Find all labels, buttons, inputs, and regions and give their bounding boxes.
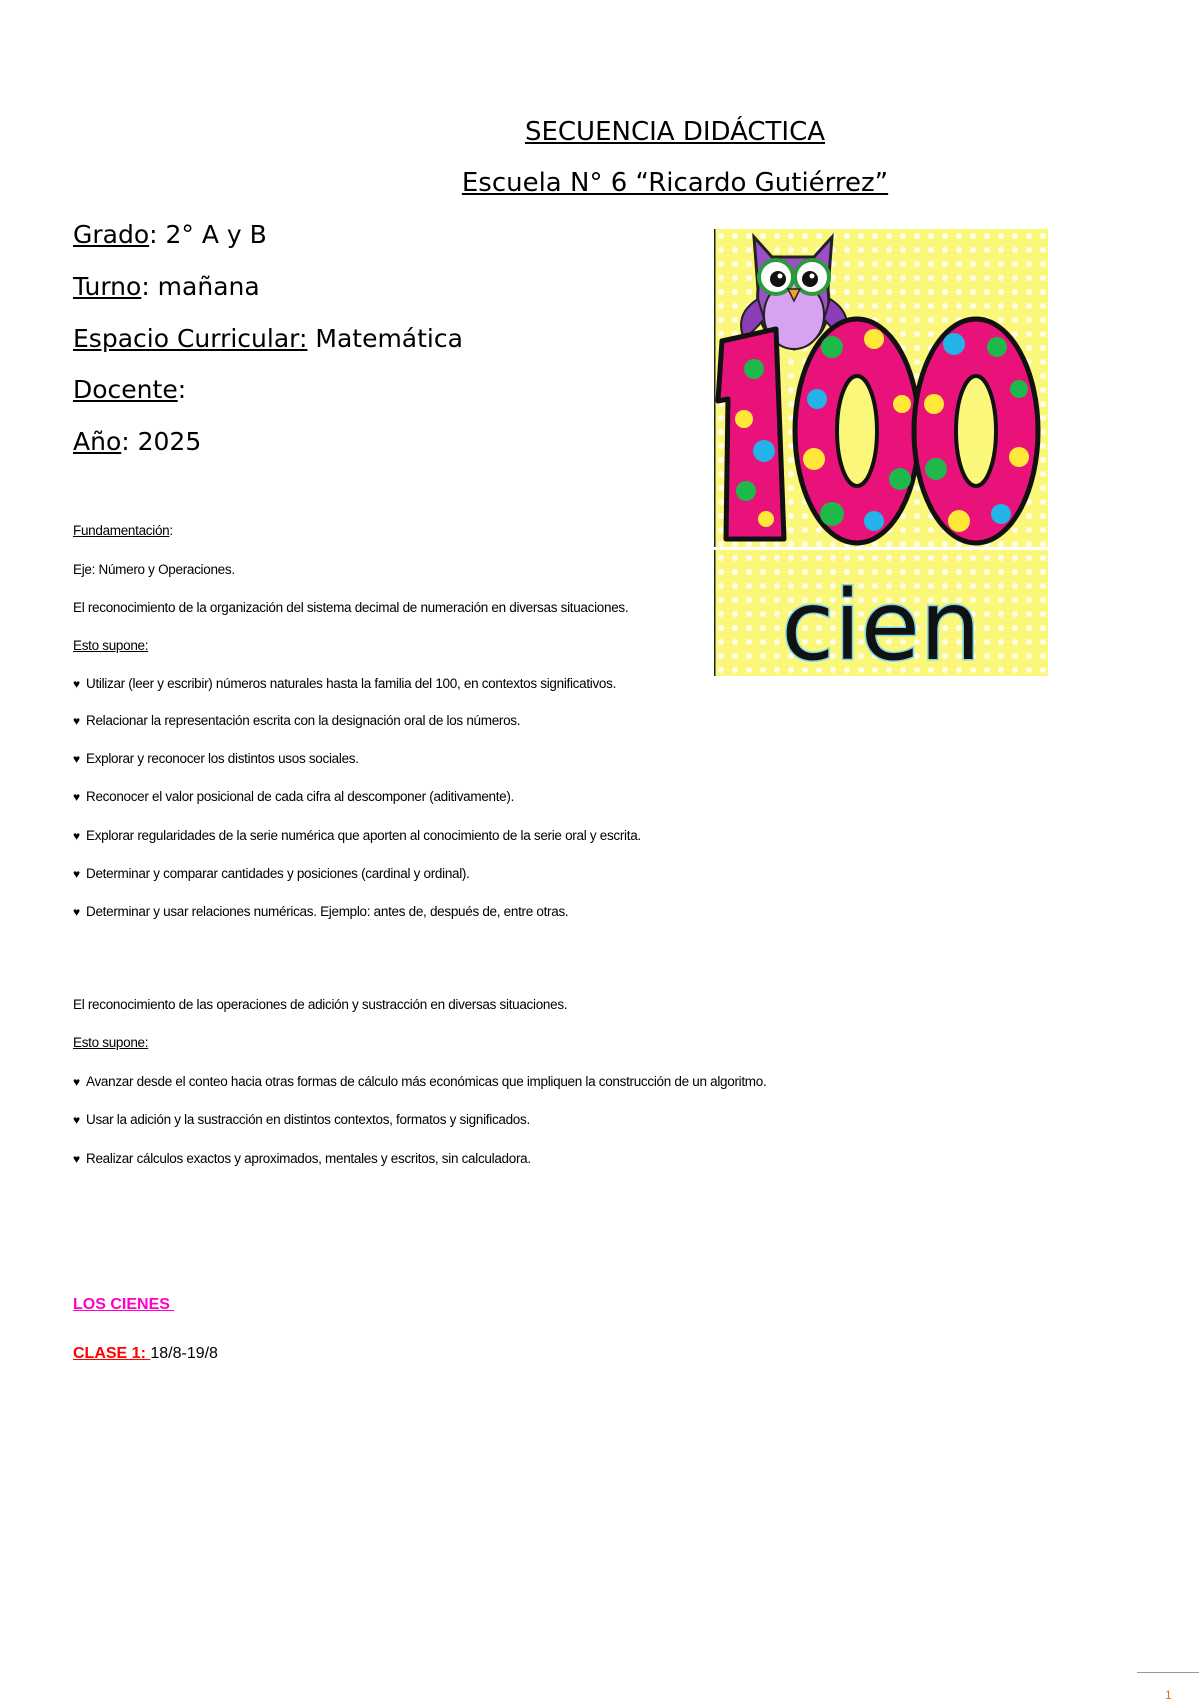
info-label: Grado <box>73 220 150 249</box>
heart-bullet-icon: ♥ <box>73 1152 80 1166</box>
digit-one-icon <box>718 329 784 539</box>
list-item-text: Determinar y usar relaciones numéricas. Ejemplo: antes de, después de, entre otras. <box>86 904 569 919</box>
list-item <box>73 828 641 843</box>
list-item-text: Utilizar (leer y escribir) números naturales hasta la familia del 100, en contextos significativos. <box>86 676 617 691</box>
list-item <box>73 676 616 691</box>
list-item <box>73 1112 530 1127</box>
page-number: 1 <box>1165 1688 1172 1702</box>
fundamentacion-colon: : <box>169 523 173 538</box>
list-item-text: Reconocer el valor posicional de cada cifra al descomponer (aditivamente). <box>86 789 515 804</box>
eje-line: Eje: Número y Operaciones. <box>73 562 235 577</box>
list-item-text: Explorar regularidades de la serie numérica que aporten al conocimiento de la serie oral y escrita. <box>86 828 641 843</box>
block2-supone: Esto supone: <box>73 1035 149 1050</box>
info-value: : mañana <box>141 272 260 301</box>
section-title: LOS CIENES <box>73 1296 175 1313</box>
info-espacio-curricular <box>73 324 463 353</box>
list-item <box>73 866 470 881</box>
list-item <box>73 904 568 919</box>
info-value: : 2025 <box>121 427 202 456</box>
clase-line <box>73 1345 218 1363</box>
fundamentacion-heading <box>73 523 173 538</box>
list-item <box>73 751 359 766</box>
heart-bullet-icon: ♥ <box>73 1113 80 1127</box>
heart-bullet-icon: ♥ <box>73 714 80 728</box>
heart-bullet-icon: ♥ <box>73 677 80 691</box>
digit-zero-icon <box>795 319 919 543</box>
info-label: Docente <box>73 375 178 404</box>
list-item <box>73 713 520 728</box>
block1-intro: El reconocimiento de la organización del sistema decimal de numeración en diversas situaciones. <box>73 600 629 615</box>
document-title: SECUENCIA DIDÁCTICA <box>524 117 826 147</box>
info-value: Matemática <box>307 324 463 353</box>
list-item <box>73 1151 531 1166</box>
school-name: Escuela N° 6 “Ricardo Gutiérrez” <box>461 168 889 198</box>
list-item-text: Realizar cálculos exactos y aproximados, mentales y escritos, sin calculadora. <box>86 1151 531 1166</box>
list-item-text: Explorar y reconocer los distintos usos sociales. <box>86 751 359 766</box>
list-item-text: Usar la adición y la sustracción en distintos contextos, formatos y significados. <box>86 1112 530 1127</box>
list-item-text: Relacionar la representación escrita con la designación oral de los números. <box>86 713 521 728</box>
page-divider <box>1137 1672 1199 1673</box>
info-docente <box>73 375 186 404</box>
info-turno <box>73 272 260 301</box>
info-grado <box>73 220 267 249</box>
block1-supone: Esto supone: <box>73 638 149 653</box>
clase-label: CLASE 1: <box>73 1345 151 1362</box>
info-label: Año <box>73 427 122 456</box>
clase-dates: 18/8-19/8 <box>150 1345 218 1362</box>
fundamentacion-label: Fundamentación <box>73 523 170 538</box>
heart-bullet-icon: ♥ <box>73 790 80 804</box>
info-value: : 2° A y B <box>149 220 267 249</box>
list-item-text: Avanzar desde el conteo hacia otras formas de cálculo más económicas que impliquen la construcción de un algoritmo. <box>86 1074 767 1089</box>
info-value: : <box>177 375 187 404</box>
heart-bullet-icon: ♥ <box>73 1075 80 1089</box>
digit-zero-icon <box>914 319 1038 543</box>
image-word: cien <box>781 570 981 676</box>
list-item-text: Determinar y comparar cantidades y posiciones (cardinal y ordinal). <box>86 866 470 881</box>
info-label: Turno <box>73 272 142 301</box>
info-label: Espacio Curricular: <box>73 324 308 353</box>
list-item <box>73 1074 766 1089</box>
block2-intro: El reconocimiento de las operaciones de adición y sustracción en diversas situaciones. <box>73 997 568 1012</box>
heart-bullet-icon: ♥ <box>73 867 80 881</box>
heart-bullet-icon: ♥ <box>73 752 80 766</box>
cien-illustration <box>714 229 1048 676</box>
heart-bullet-icon: ♥ <box>73 829 80 843</box>
heart-bullet-icon: ♥ <box>73 905 80 919</box>
info-anio <box>73 427 201 456</box>
list-item <box>73 789 514 804</box>
